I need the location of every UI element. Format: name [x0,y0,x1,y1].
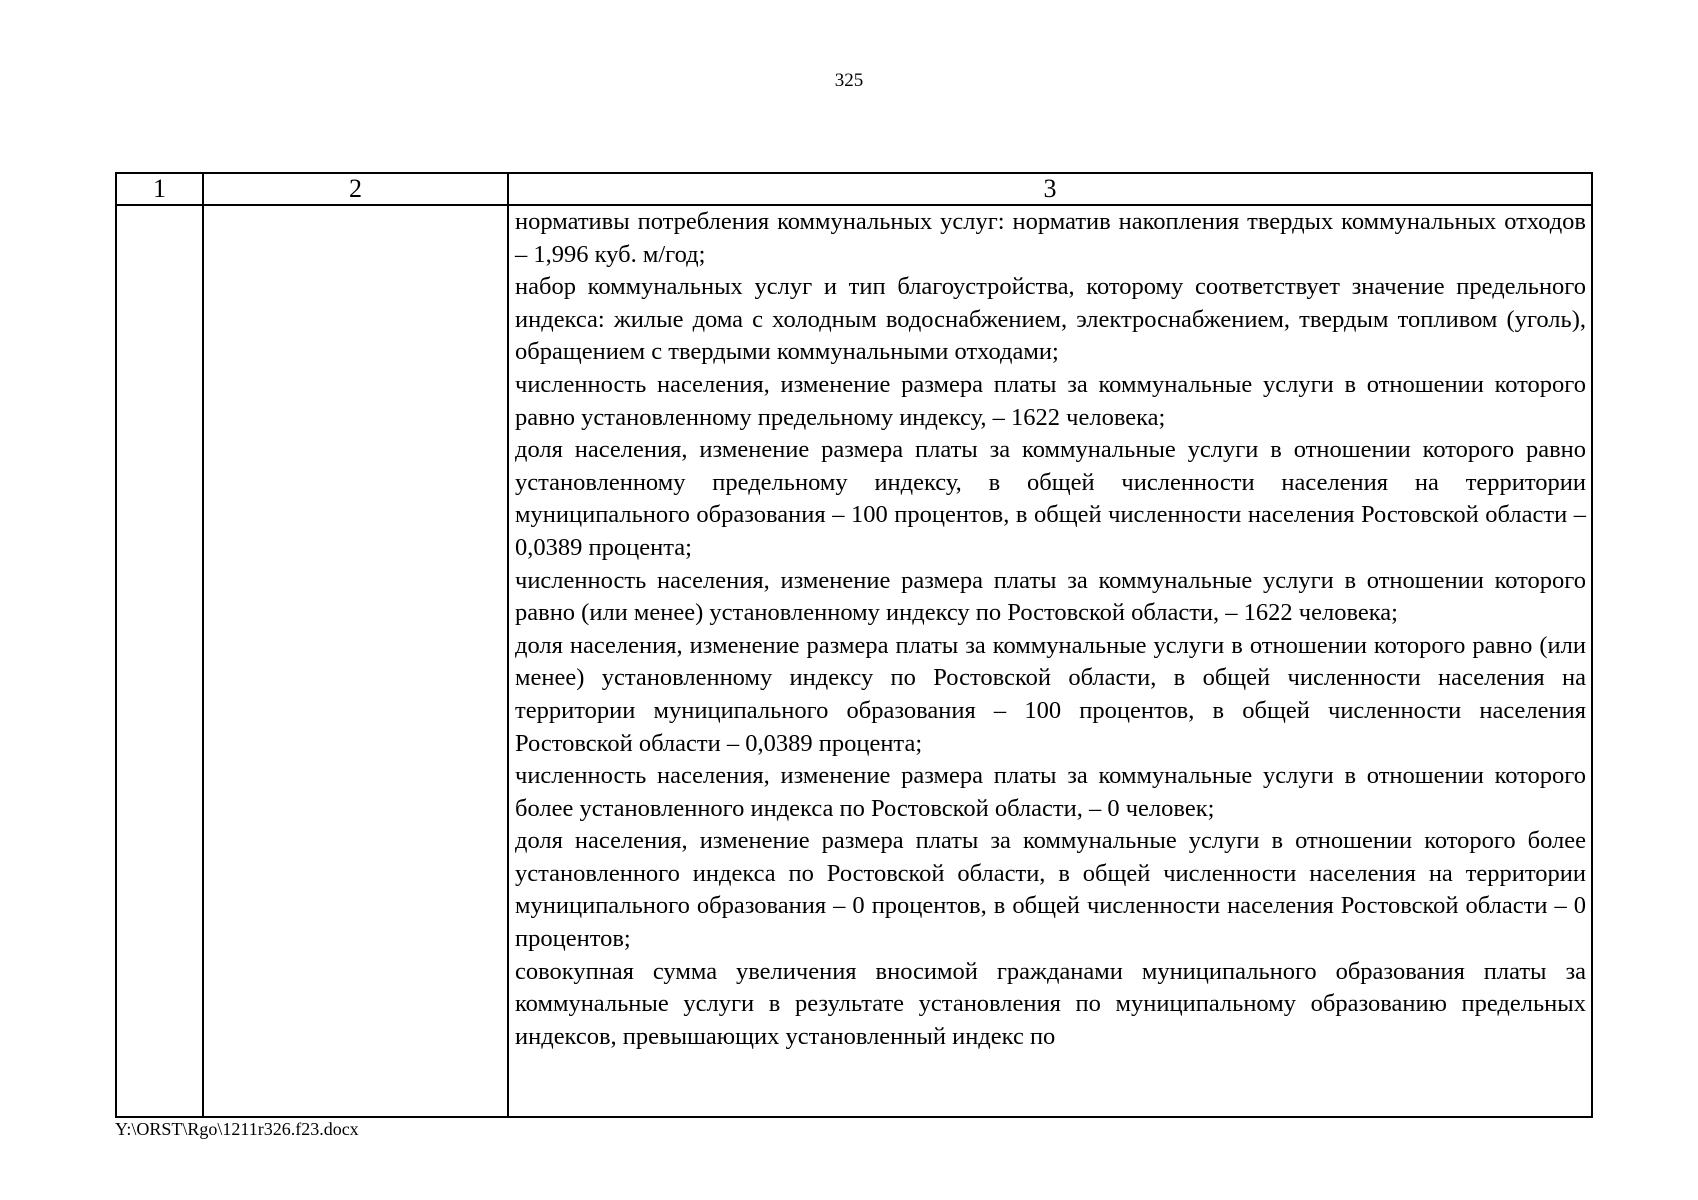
paragraph: набор коммунальных услуг и тип благоустройства, которому соответствует значение предельного индекса: жилые дома с холодным водоснабжением, электроснабжением, твердым топливом (уголь), обращением с твердыми коммунальными отходами; [515,273,1586,366]
cell-column-3 [508,205,1592,1117]
column-header-2: 2 [203,173,508,205]
cell-column-2 [203,205,508,1117]
cell-column-1 [116,205,203,1117]
paragraph: доля населения, изменение размера платы за коммунальные услуги в отношении которого равно (или менее) установленному индексу по Ростовской области, в общей численности населения на территории муниципального образования – 100 процентов, в общей численности населения Ростовской области – 0,0389 процента; [515,631,1586,757]
paragraph: численность населения, изменение размера платы за коммунальные услуги в отношении которого равно (или менее) установленному индексу по Ростовской области, – 1622 человека; [515,566,1586,627]
paragraph: доля населения, изменение размера платы за коммунальные услуги в отношении которого более установленного индекса по Ростовской области, в общей численности населения на территории муниципального образования – 0 процентов, в общей численности населения Ростовской области – 0 процентов; [515,827,1586,953]
paragraph: совокупная сумма увеличения вносимой гражданами муниципального образования платы за коммунальные услуги в результате установления по муниципальному образованию предельных индексов, превышающих установленный индекс по [515,957,1586,1050]
paragraph: численность населения, изменение размера платы за коммунальные услуги в отношении которого равно установленному предельному индексу, – 1622 человека; [515,370,1586,431]
paragraph: доля населения, изменение размера платы за коммунальные услуги в отношении которого равно установленному предельному индексу, в общей численности населения на территории муниципального образования – 100 процентов, в общей численности населения Ростовской области – 0,0389 процента; [515,436,1586,561]
document-table [115,172,1593,1118]
column-header-3: 3 [508,173,1592,205]
column-header-1: 1 [116,173,203,205]
footer-file-path: Y:\ORST\Rgo\1211r326.f23.docx [115,1119,359,1139]
table-row [116,205,1592,1117]
page-number: 325 [834,70,864,91]
table-header-row [116,173,1592,205]
paragraph: нормативы потребления коммунальных услуг: норматив накопления твердых коммунальных отходов – 1,996 куб. м/год; [515,208,1586,268]
paragraph: численность населения, изменение размера платы за коммунальные услуги в отношении которого более установленного индекса по Ростовской области, – 0 человек; [515,762,1586,822]
